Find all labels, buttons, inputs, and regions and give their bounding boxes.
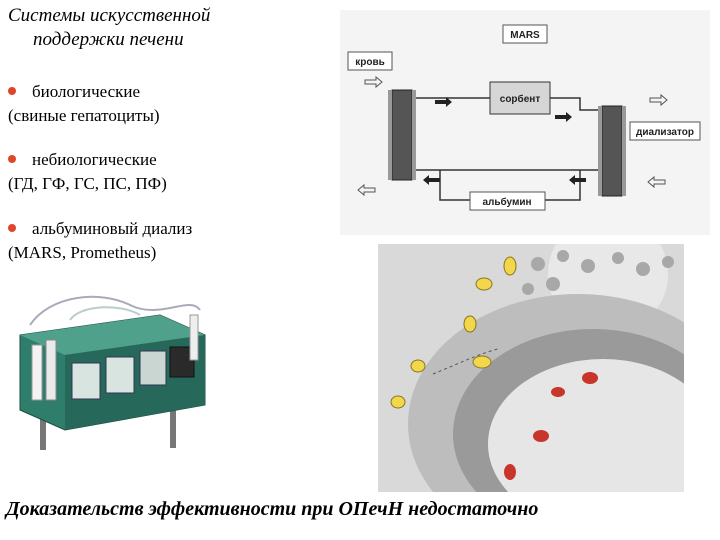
mars-title-label: MARS [510, 30, 540, 41]
bullet-sub: (MARS, Prometheus) [8, 243, 157, 262]
liver-sinusoid-image [378, 244, 684, 492]
bullet-item-nonbiological [8, 148, 308, 196]
mars-diagram [340, 10, 710, 235]
bullet-head: небиологические [32, 150, 157, 169]
albumin-label: альбумин [482, 197, 532, 208]
blood-label: кровь [355, 57, 385, 68]
bullet-sub: (ГД, ГФ, ГС, ПС, ПФ) [8, 174, 167, 193]
bullet-head: биологические [32, 82, 141, 101]
bullet-dot-icon [8, 224, 16, 232]
title-line-1: Системы искусственной [8, 5, 211, 26]
slide-title [8, 4, 308, 52]
sorbent-label: сорбент [499, 94, 541, 105]
conclusion-text: Доказательств эффективности при ОПечН недостаточно [6, 498, 539, 520]
bullet-dot-icon [8, 155, 16, 163]
bullet-item-albumin-dialysis [8, 217, 308, 265]
bullet-dot-icon [8, 87, 16, 95]
bullet-item-biological [8, 80, 308, 128]
title-line-2: поддержки печени [33, 29, 184, 50]
mars-device-image [10, 285, 210, 460]
right-dialyzer-cartridge-icon [602, 106, 622, 196]
left-dialyzer-cartridge-icon [392, 90, 412, 180]
dialyzer-label: диализатор [636, 127, 694, 138]
bullet-sub: (свиные гепатоциты) [8, 106, 160, 125]
bullet-head: альбуминовый диализ [32, 219, 193, 238]
